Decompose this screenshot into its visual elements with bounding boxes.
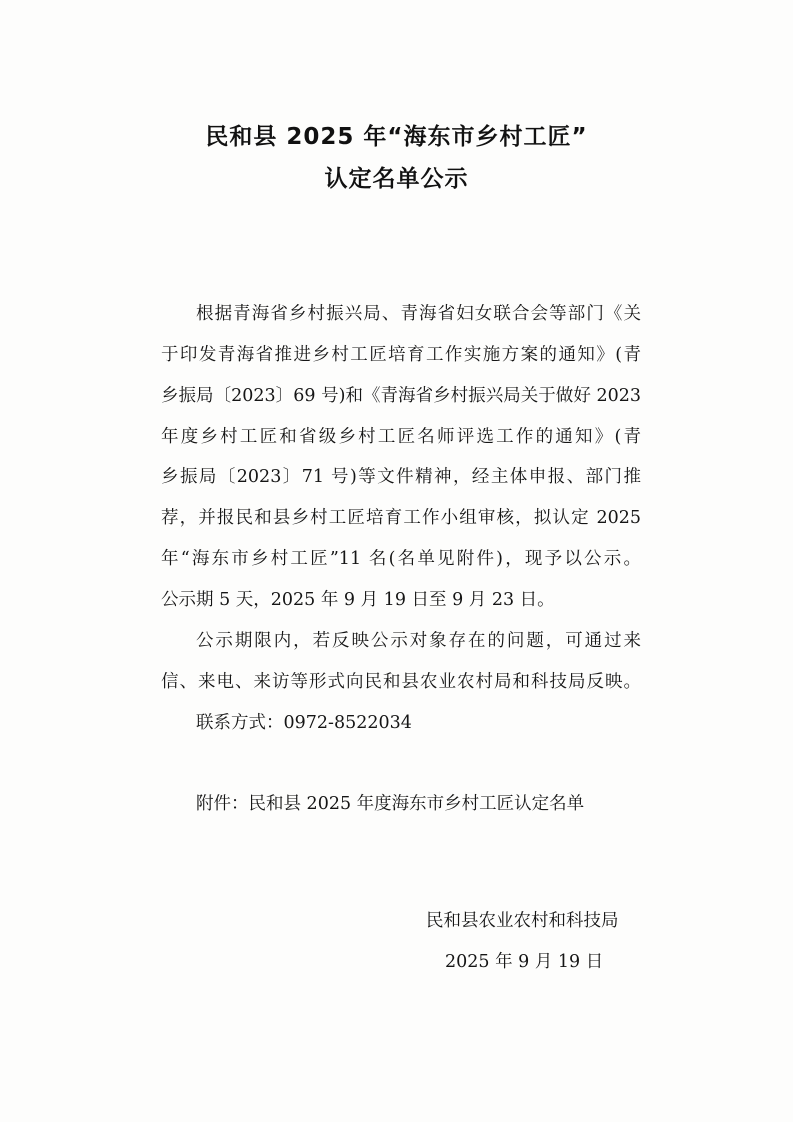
body-line: 信、来电、来访等形式向民和县农业农村局和科技局反映。 [161, 672, 641, 692]
body-line: 年度乡村工匠和省级乡村工匠名师评选工作的通知》(青 [161, 427, 641, 447]
document-title-line-1: 民和县 2025 年“海东市乡村工匠” [205, 124, 588, 150]
signature-organization: 民和县农业农村和科技局 [426, 911, 619, 931]
signature-date: 2025 年 9 月 19 日 [445, 952, 604, 972]
body-line: 乡振局〔2023〕71 号)等文件精神，经主体申报、部门推 [161, 467, 641, 487]
attachment-line: 附件：民和县 2025 年度海东市乡村工匠认定名单 [196, 794, 585, 814]
contact-line: 联系方式：0972-8522034 [196, 713, 412, 733]
body-line: 年“海东市乡村工匠”11 名(名单见附件)，现予以公示。 [161, 549, 641, 569]
body-line: 乡振局〔2023〕69 号)和《青海省乡村振兴局关于做好 2023 [161, 386, 641, 406]
document-title-line-2: 认定名单公示 [324, 166, 469, 192]
body-line: 根据青海省乡村振兴局、青海省妇女联合会等部门《关 [196, 304, 641, 324]
body-line: 公示期限内，若反映公示对象存在的问题，可通过来 [196, 631, 641, 651]
body-line: 于印发青海省推进乡村工匠培育工作实施方案的通知》(青 [161, 345, 641, 365]
body-line: 荐，并报民和县乡村工匠培育工作小组审核，拟认定 2025 [161, 508, 641, 528]
body-line: 公示期 5 天，2025 年 9 月 19 日至 9 月 23 日。 [161, 590, 555, 610]
